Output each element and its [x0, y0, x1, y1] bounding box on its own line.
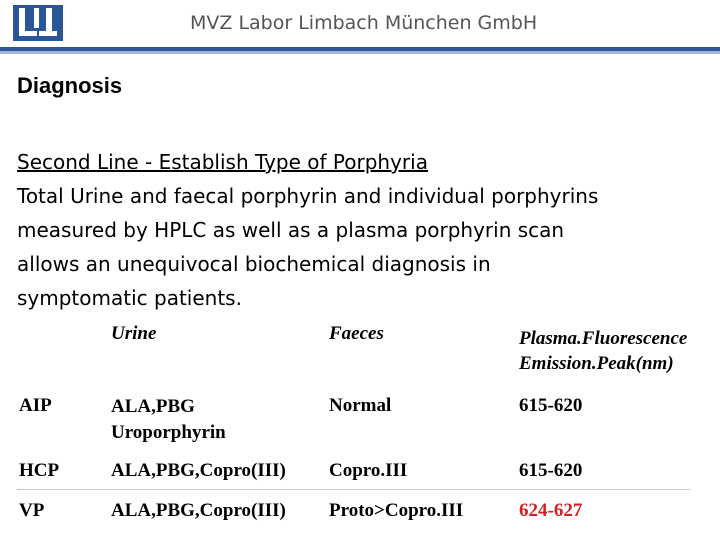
column-header-plasma-line2: Emission.Peak(nm): [519, 353, 674, 374]
slide-subheading: Second Line - Establish Type of Porphyria: [17, 150, 428, 174]
slide-paragraph: Total Urine and faecal porphyrin and individual porphyrins measured by HPLC as well as a plasma porphyrin scan allows an unequivocal biochemical diagnosis in symptomatic patients.: [17, 184, 599, 310]
row-vp-faeces: Proto>Copro.III: [329, 500, 464, 521]
column-header-faeces: Faeces: [329, 323, 384, 344]
row-hcp-type: HCP: [19, 460, 60, 481]
row-vp-plasma: 624-627: [519, 500, 583, 521]
row-hcp-plasma: 615-620: [519, 460, 583, 481]
row-vp-type: VP: [19, 500, 45, 521]
row-aip-type: AIP: [19, 395, 52, 416]
row-divider: [17, 489, 690, 490]
header-title: MVZ Labor Limbach München GmbH: [190, 12, 538, 34]
column-header-plasma-line1: Plasma.Fluorescence: [519, 328, 688, 349]
row-aip-urine-line2: Uroporphyrin: [111, 422, 226, 443]
row-hcp-faeces: Copro.III: [329, 460, 408, 481]
column-header-urine: Urine: [111, 323, 157, 344]
slide-heading: Diagnosis: [17, 73, 123, 98]
row-aip-faeces: Normal: [329, 395, 392, 416]
row-hcp-urine: ALA,PBG,Copro(III): [111, 460, 286, 481]
row-aip-plasma: 615-620: [519, 395, 583, 416]
row-aip-urine: ALA,PBG: [111, 396, 195, 417]
row-vp-urine: ALA,PBG,Copro(III): [111, 500, 286, 521]
